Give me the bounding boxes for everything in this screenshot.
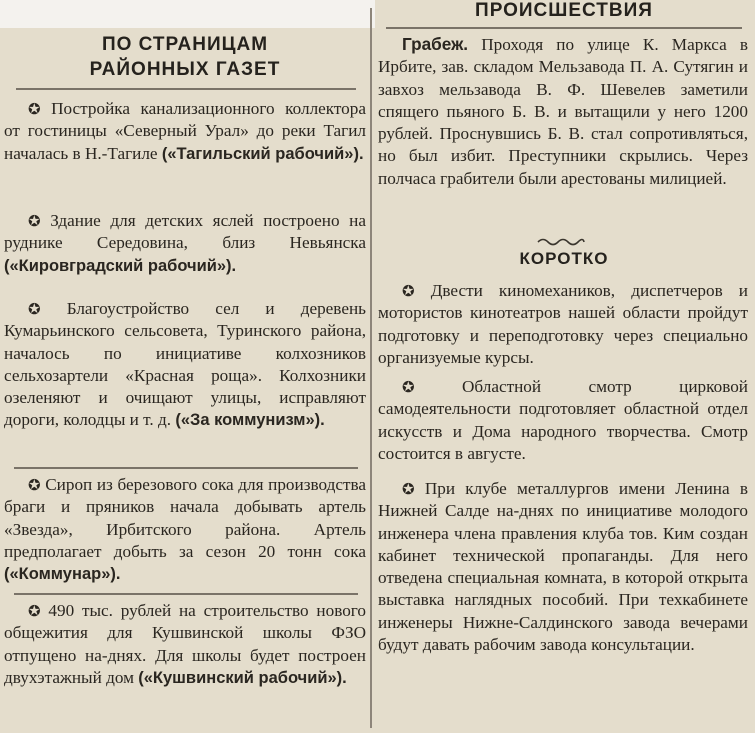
- section-heading-incidents: ПРОИСШЕСТВИЯ: [475, 0, 653, 21]
- star-in-circle-icon: ✪: [28, 100, 41, 118]
- news-item: [4, 98, 366, 165]
- brief-item: [378, 376, 748, 465]
- star-in-circle-icon: ✪: [402, 480, 415, 498]
- star-in-circle-icon: ✪: [28, 476, 41, 494]
- brief-item: [378, 478, 748, 656]
- incident-lead: Грабеж.: [402, 34, 469, 54]
- item-text: При клубе металлургов имени Ленина в Нижней Салде на-днях по инициативе молодого инженера члена правления клуба тов. Ким создан кабинет технической пропаганды. Для него отведена специальная комната, в которой открыта выставка наглядных пособий. При техкабинете инженеры Нижне-Салдинского завода вечерами будут давать рабочим завода консультации.: [378, 479, 748, 655]
- star-in-circle-icon: ✪: [28, 300, 41, 318]
- item-source: («За коммунизм»).: [175, 411, 325, 430]
- item-text: Двести киномехаников, диспетчеров и мотористов кинотеатров нашей области пройдут подготовку и переподготовку через специально организуемые курсы.: [378, 281, 748, 367]
- item-source: («Тагильский рабочий»).: [161, 144, 364, 163]
- news-item: [4, 600, 366, 689]
- ornament-wave-icon: [536, 236, 586, 248]
- item-source: («Коммунар»).: [4, 565, 121, 584]
- news-item: [4, 298, 366, 432]
- item-text: Здание для детских яслей построено на руднике Середовина, близ Невьянска: [4, 211, 367, 253]
- heading-rule: [16, 88, 356, 90]
- item-source: («Кушвинский рабочий»).: [138, 668, 347, 687]
- item-text: Сироп из березового сока для производства браги и пряников начала добывать артель «Звезда», Ирбитского района. Артель предполагает добыть за сезон 20 тонн сока: [4, 475, 367, 561]
- item-text: Областной смотр цирковой самодеятельности подготовляет областной отдел искусств и Дома народного творчества. Смотр состоится в августе.: [378, 377, 748, 463]
- heading-rule: [386, 27, 742, 29]
- star-in-circle-icon: ✪: [28, 602, 41, 620]
- item-text: Благоустройство сел и деревень Кумарьинского сельсовета, Туринского района, началось по инициативе колхозников сельхозартели «Красная роща». Колхозники озеленяют и очищают улицы, исправляют дороги, колодцы и т. д.: [4, 299, 366, 430]
- section-heading-district-papers: [4, 32, 366, 82]
- incident-text: Проходя по улице К. Маркса в Ирбите, зав. складом Мельзавода П. А. Сутягин и завхоз мельзавода В. Ф. Шевелев заметили спящего пьяного Б. В. и вытащили у него 1200 рублей. Проснувшись Б. В. стал сопротивляться, но был избит. Преступники скрылись. Через полчаса грабители были арестованы милицией.: [378, 35, 748, 188]
- star-in-circle-icon: ✪: [402, 378, 415, 396]
- heading-line-2: РАЙОННЫХ ГАЗЕТ: [89, 59, 281, 80]
- item-rule: [14, 593, 358, 595]
- page-margin: [0, 0, 375, 28]
- section-heading-briefly: КОРОТКО: [519, 249, 609, 268]
- column-divider: [370, 8, 372, 728]
- star-in-circle-icon: ✪: [402, 282, 415, 300]
- heading-line-1: ПО СТРАНИЦАМ: [101, 34, 269, 55]
- star-in-circle-icon: ✪: [28, 212, 41, 230]
- news-item: [4, 474, 366, 585]
- brief-item: [378, 280, 748, 369]
- item-rule: [14, 467, 358, 469]
- news-item: [4, 210, 366, 277]
- item-text: 490 тыс. рублей на строительство нового общежития для Кушвинской школы ФЗО отпущено на-днях. Для школы будет построен двухэтажный дом: [4, 601, 366, 687]
- incident-item: [378, 33, 748, 190]
- item-source: («Кировградский рабочий»).: [4, 256, 237, 275]
- item-text: Постройка канализационного коллектора от гостиницы «Северный Урал» до реки Тагил началась в Н.-Тагиле: [4, 99, 366, 163]
